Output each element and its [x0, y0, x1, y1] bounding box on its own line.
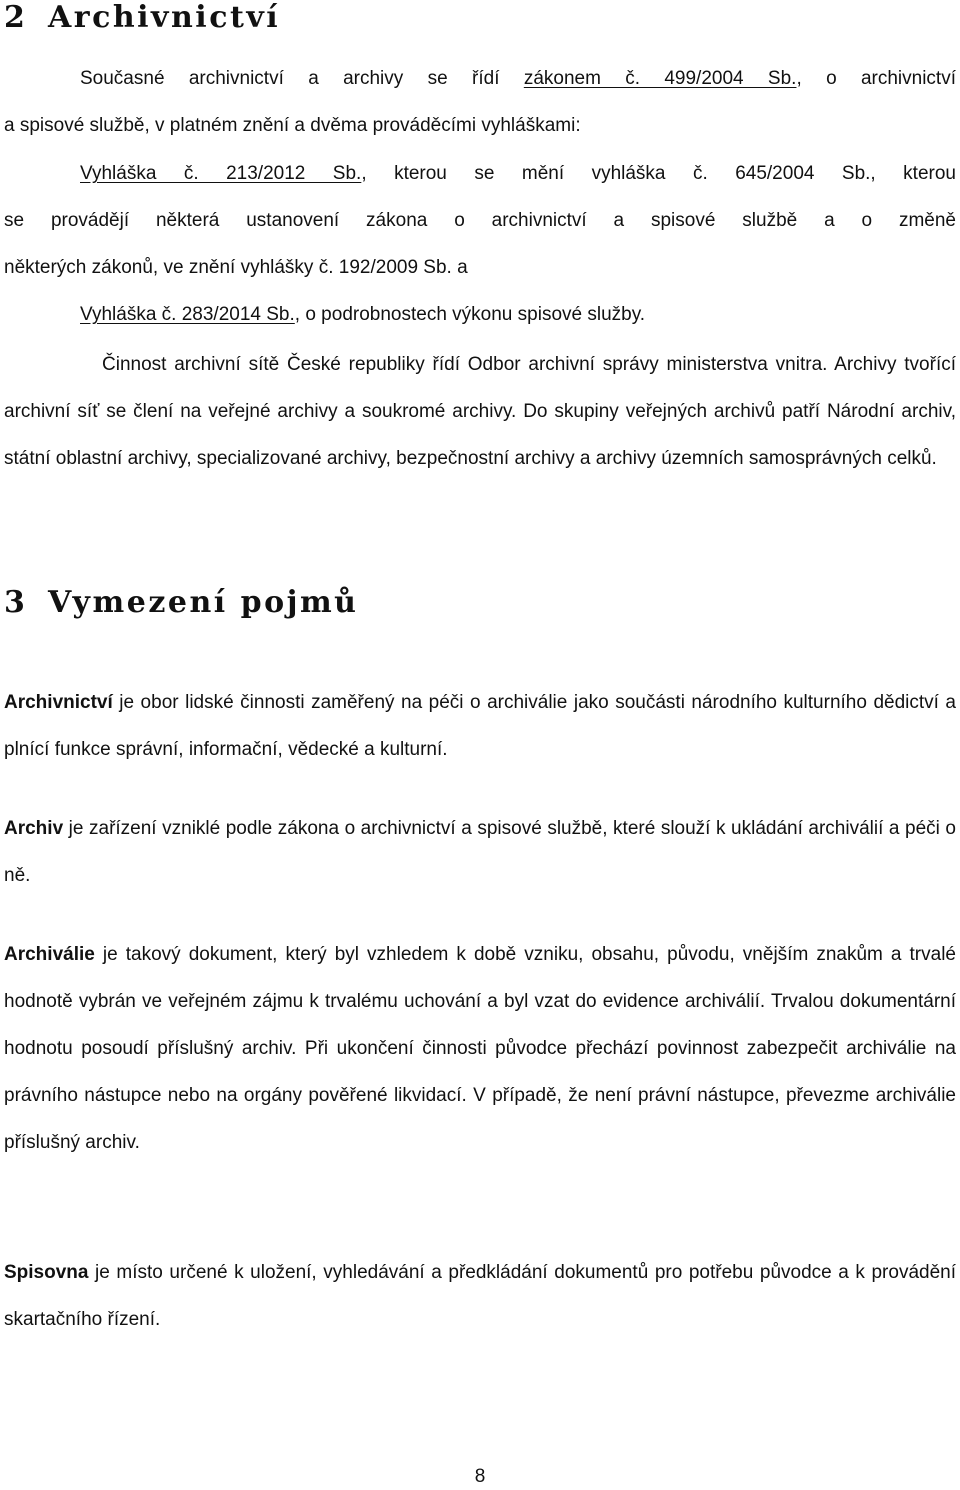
archive-network-text: Činnost archivní sítě České republiky řídí Odbor archivní správy ministerstva vnitra. Archivy tvořící archivní síť se člení na veřejné archivy a soukromé archivy. Do skupiny veřejných archivů patří Národní archiv, státní oblastní archivy, specializované archivy, bezpečnostní archivy a archivy územních samosprávných celků. — [4, 354, 956, 469]
definition-spisovna — [4, 1249, 956, 1343]
intro-line-2: a spisové službě, v platném znění a dvěma prováděcími vyhláškami: — [4, 115, 581, 136]
law-499-2004-link[interactable]: zákonem č. 499/2004 Sb. — [523, 68, 797, 89]
section-2-number: 2 — [4, 0, 28, 35]
decree-283-2014-link[interactable]: Vyhláška č. 283/2014 Sb. — [80, 304, 295, 325]
section-2-title: Archivnictví — [48, 0, 281, 35]
intro-text: Současné archivnictví a archivy se řídí — [80, 68, 524, 89]
term-archivnictvi: Archivnictví — [4, 692, 113, 713]
term-archivalie: Archiválie — [4, 944, 95, 965]
section-3-title: Vymezení pojmů — [48, 585, 359, 620]
decree-213-2012-link[interactable]: Vyhláška č. 213/2012 Sb. — [80, 163, 362, 184]
decree-1-text: , kterou se mění vyhláška č. 645/2004 Sb., kterou — [361, 163, 956, 184]
intro-text-cont: , o archivnictví — [796, 68, 956, 89]
section-3-number: 3 — [4, 585, 28, 620]
section-2-heading — [4, 0, 280, 35]
intro-line-1 — [80, 64, 956, 94]
term-spisovna: Spisovna — [4, 1262, 89, 1283]
definition-archiv — [4, 805, 956, 899]
page-number: 8 — [474, 1466, 486, 1487]
section-3-heading — [4, 585, 359, 620]
decree-2-line — [80, 300, 645, 330]
decree-1-line-1 — [80, 159, 956, 189]
decree-1-line-3: některých zákonů, ve znění vyhlášky č. 192/2009 Sb. a — [4, 257, 468, 278]
definition-text: je obor lidské činnosti zaměřený na péči o archiválie jako součásti národního kulturního dědictví a plnící funkce správní, informační, vědecké a kulturní. — [4, 692, 956, 760]
definition-text: je místo určené k uložení, vyhledávání a předkládání dokumentů pro potřebu původce a k provádění skartačního řízení. — [4, 1262, 956, 1330]
decree-1-line-2: se provádějí některá ustanovení zákona o archivnictví a spisové službě a o změně — [4, 210, 956, 231]
decree-2-text: , o podrobnostech výkonu spisové služby. — [294, 304, 646, 325]
definition-text: je takový dokument, který byl vzhledem k době vzniku, obsahu, původu, vnějším znakům a trvalé hodnotě vybrán ve veřejném zájmu k trvalému uchování a byl vzat do evidence archiválií. Trvalou dokumentární hodnotu posoudí příslušný archiv. Při ukončení činnosti původce přechází povinnost zabezpečit archiválie na právního nástupce nebo na orgány pověřené likvidací. V případě, že není právní nástupce, převezme archiválie příslušný archiv. — [4, 944, 956, 1153]
term-archiv: Archiv — [4, 818, 64, 839]
definition-archivalie — [4, 931, 956, 1166]
archive-network-paragraph — [4, 341, 956, 482]
definition-archivnictvi — [4, 679, 956, 773]
definition-text: je zařízení vzniklé podle zákona o archivnictví a spisové službě, které slouží k ukládání archiválií a péči o ně. — [4, 818, 956, 886]
